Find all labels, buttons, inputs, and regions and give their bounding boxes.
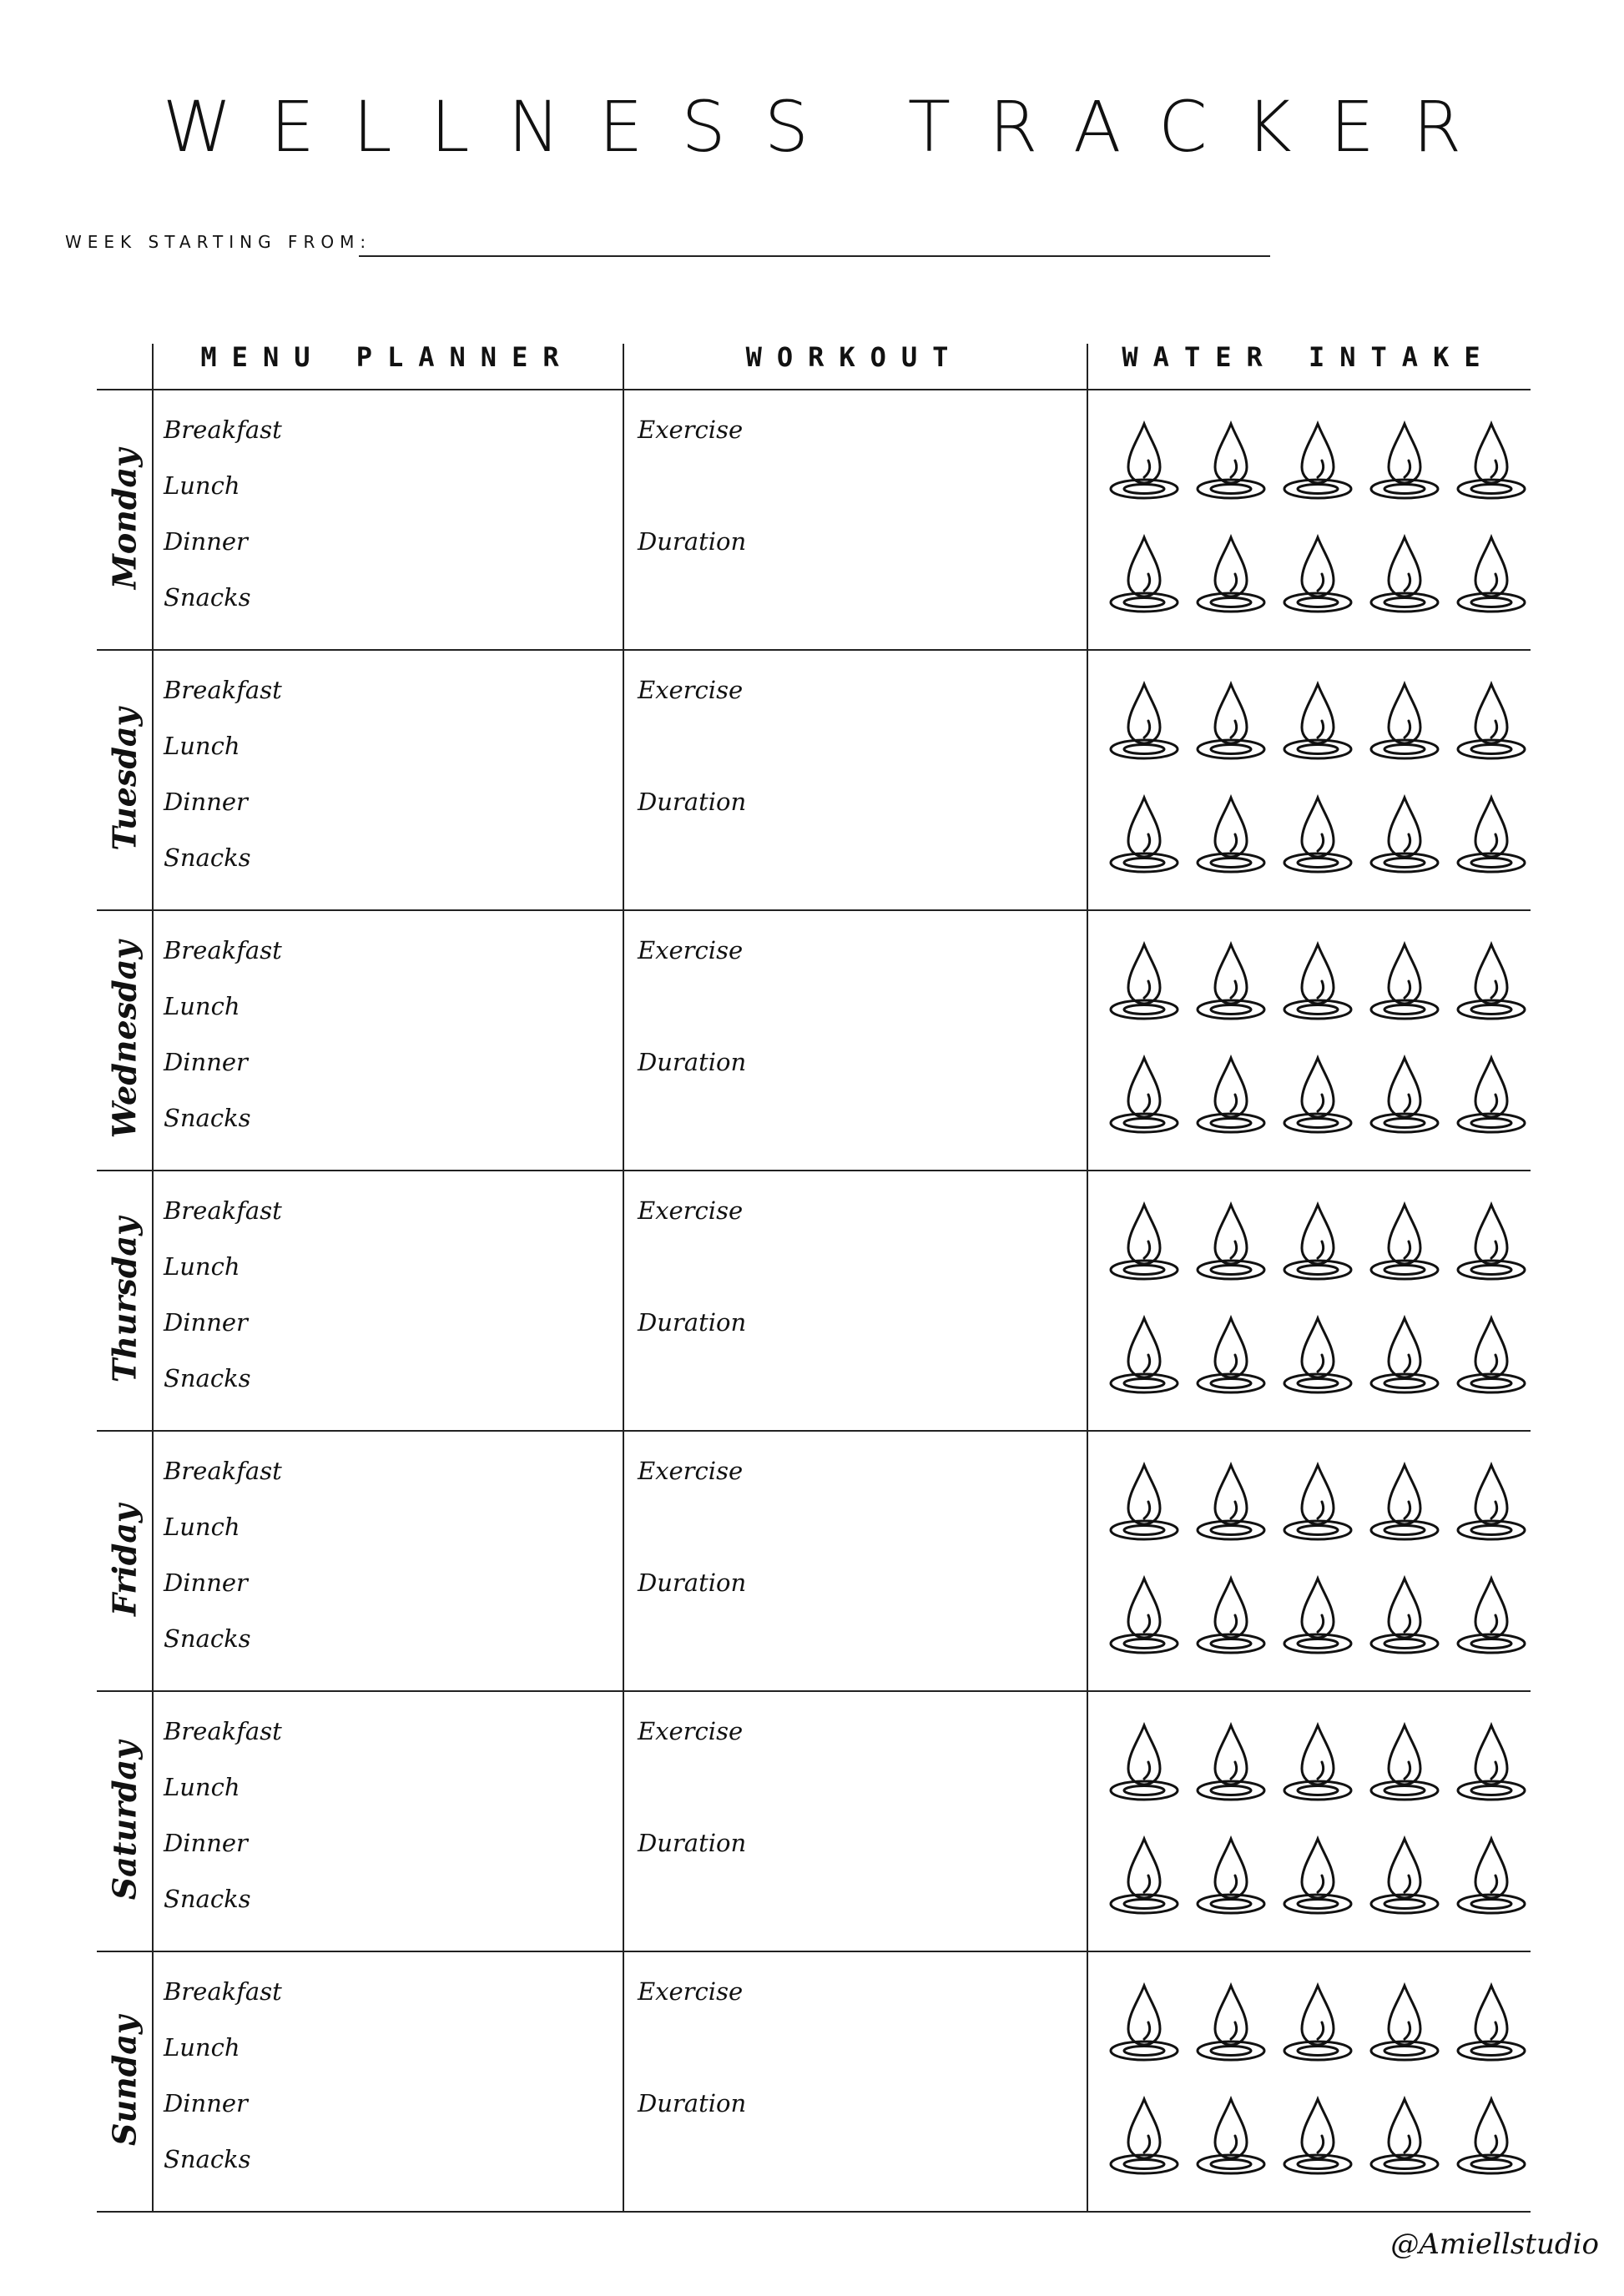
water-drop-icon[interactable] [1452, 1834, 1531, 1922]
water-drop-icon[interactable] [1192, 1834, 1270, 1922]
meal-label-dinner[interactable]: Dinner [164, 1308, 248, 1337]
water-drop-icon[interactable] [1365, 1313, 1444, 1402]
water-intake-drops [1105, 1460, 1531, 1669]
workout-exercise-label[interactable]: Exercise [638, 1717, 744, 1745]
day-row-thursday [97, 1170, 1531, 1430]
water-drop-icon[interactable] [1105, 939, 1183, 1028]
water-drop-icon[interactable] [1365, 1834, 1444, 1922]
water-drop-icon[interactable] [1192, 1720, 1270, 1809]
water-drop-icon[interactable] [1279, 532, 1357, 621]
water-drop-icon[interactable] [1279, 1981, 1357, 2069]
day-row-saturday [97, 1690, 1531, 1951]
water-drop-icon[interactable] [1452, 1460, 1531, 1548]
meal-label-dinner[interactable]: Dinner [164, 1829, 248, 1857]
water-drop-icon[interactable] [1365, 419, 1444, 507]
water-drop-icon[interactable] [1105, 419, 1183, 507]
water-drop-icon[interactable] [1279, 679, 1357, 768]
workout-exercise-label[interactable]: Exercise [638, 1196, 744, 1225]
meal-label-breakfast[interactable]: Breakfast [164, 1977, 282, 2006]
water-drop-icon[interactable] [1279, 939, 1357, 1028]
column-header-menu-planner: MENU PLANNER [200, 341, 574, 373]
day-label: Thursday [105, 1216, 144, 1383]
row-divider [97, 2211, 1531, 2213]
workout-duration-label[interactable]: Duration [638, 1568, 747, 1597]
workout-duration-label[interactable]: Duration [638, 1829, 747, 1857]
water-drop-icon[interactable] [1279, 1053, 1357, 1141]
water-drop-icon[interactable] [1452, 793, 1531, 881]
day-label-container [97, 909, 152, 1170]
meal-label-lunch[interactable]: Lunch [164, 1252, 240, 1281]
meal-label-lunch[interactable]: Lunch [164, 992, 240, 1020]
water-drop-icon[interactable] [1365, 532, 1444, 621]
water-drop-icon[interactable] [1192, 419, 1270, 507]
workout-duration-label[interactable]: Duration [638, 1048, 747, 1076]
water-drop-icon[interactable] [1452, 1981, 1531, 2069]
meal-label-dinner[interactable]: Dinner [164, 1048, 248, 1076]
meal-label-snacks[interactable]: Snacks [164, 583, 251, 612]
water-drop-icon[interactable] [1452, 1053, 1531, 1141]
day-label: Wednesday [105, 940, 144, 1139]
water-drop-icon[interactable] [1452, 1573, 1531, 1662]
water-drop-icon[interactable] [1192, 939, 1270, 1028]
water-drop-icon[interactable] [1279, 1573, 1357, 1662]
water-drop-icon[interactable] [1365, 2094, 1444, 2183]
day-label: Saturday [105, 1740, 144, 1901]
meal-label-breakfast[interactable]: Breakfast [164, 676, 282, 704]
water-drop-icon[interactable] [1452, 1720, 1531, 1809]
meal-label-snacks[interactable]: Snacks [164, 2145, 251, 2173]
water-drop-icon[interactable] [1365, 1053, 1444, 1141]
water-intake-drops [1105, 939, 1531, 1148]
water-drop-icon[interactable] [1452, 939, 1531, 1028]
water-drop-icon[interactable] [1192, 2094, 1270, 2183]
water-drop-icon[interactable] [1365, 1573, 1444, 1662]
day-label-container [97, 389, 152, 649]
column-header-workout: WORKOUT [745, 341, 964, 373]
water-drop-icon[interactable] [1192, 1573, 1270, 1662]
workout-duration-label[interactable]: Duration [638, 788, 747, 816]
water-intake-drops [1105, 419, 1531, 627]
water-drop-icon[interactable] [1105, 1834, 1183, 1922]
water-drop-icon[interactable] [1279, 1200, 1357, 1288]
workout-exercise-label[interactable]: Exercise [638, 1457, 744, 1485]
meal-label-breakfast[interactable]: Breakfast [164, 1457, 282, 1485]
water-intake-drops [1105, 1200, 1531, 1408]
water-drop-icon[interactable] [1365, 679, 1444, 768]
water-drop-icon[interactable] [1105, 2094, 1183, 2183]
water-drop-icon[interactable] [1365, 1460, 1444, 1548]
water-drop-icon[interactable] [1279, 419, 1357, 507]
water-drop-icon[interactable] [1105, 1053, 1183, 1141]
water-drop-icon[interactable] [1192, 1460, 1270, 1548]
day-label: Sunday [105, 2016, 144, 2146]
water-drop-icon[interactable] [1105, 679, 1183, 768]
meal-label-breakfast[interactable]: Breakfast [164, 936, 282, 964]
water-drop-icon[interactable] [1365, 1200, 1444, 1288]
page-title: WELLNESS TRACKER [162, 86, 1500, 168]
water-drop-icon[interactable] [1192, 793, 1270, 881]
water-drop-icon[interactable] [1105, 1720, 1183, 1809]
meal-label-lunch[interactable]: Lunch [164, 1513, 240, 1541]
water-drop-icon[interactable] [1365, 793, 1444, 881]
day-label-container [97, 649, 152, 909]
workout-exercise-label[interactable]: Exercise [638, 676, 744, 704]
water-drop-icon[interactable] [1192, 1981, 1270, 2069]
water-drop-icon[interactable] [1452, 1313, 1531, 1402]
water-drop-icon[interactable] [1452, 2094, 1531, 2183]
workout-duration-label[interactable]: Duration [638, 527, 747, 556]
day-row-tuesday [97, 649, 1531, 909]
water-drop-icon[interactable] [1105, 1313, 1183, 1402]
water-drop-icon[interactable] [1452, 419, 1531, 507]
water-drop-icon[interactable] [1365, 1981, 1444, 2069]
water-drop-icon[interactable] [1365, 939, 1444, 1028]
water-drop-icon[interactable] [1279, 2094, 1357, 2183]
water-intake-drops [1105, 679, 1531, 888]
meal-label-breakfast[interactable]: Breakfast [164, 1196, 282, 1225]
day-label-container [97, 1430, 152, 1690]
week-starting-label: WEEK STARTING FROM: [65, 232, 372, 252]
water-drop-icon[interactable] [1192, 532, 1270, 621]
day-label: Friday [105, 1503, 144, 1617]
meal-label-snacks[interactable]: Snacks [164, 1104, 251, 1132]
meal-label-snacks[interactable]: Snacks [164, 843, 251, 872]
water-drop-icon[interactable] [1452, 679, 1531, 768]
meal-label-snacks[interactable]: Snacks [164, 1885, 251, 1913]
day-label-container [97, 1690, 152, 1951]
meal-label-dinner[interactable]: Dinner [164, 2089, 248, 2117]
water-drop-icon[interactable] [1279, 1313, 1357, 1402]
meal-label-lunch[interactable]: Lunch [164, 732, 240, 760]
meal-label-lunch[interactable]: Lunch [164, 471, 240, 500]
day-label-container [97, 1951, 152, 2211]
day-label: Tuesday [105, 707, 144, 851]
water-drop-icon[interactable] [1105, 1573, 1183, 1662]
workout-duration-label[interactable]: Duration [638, 2089, 747, 2117]
water-drop-icon[interactable] [1105, 1460, 1183, 1548]
workout-exercise-label[interactable]: Exercise [638, 415, 744, 444]
day-label: Monday [105, 448, 144, 590]
meal-label-breakfast[interactable]: Breakfast [164, 415, 282, 444]
water-drop-icon[interactable] [1279, 1720, 1357, 1809]
meal-label-lunch[interactable]: Lunch [164, 1773, 240, 1801]
day-row-wednesday [97, 909, 1531, 1170]
workout-duration-label[interactable]: Duration [638, 1308, 747, 1337]
water-drop-icon[interactable] [1105, 1981, 1183, 2069]
water-drop-icon[interactable] [1279, 1460, 1357, 1548]
water-drop-icon[interactable] [1279, 793, 1357, 881]
meal-label-dinner[interactable]: Dinner [164, 1568, 248, 1597]
day-row-friday [97, 1430, 1531, 1690]
meal-label-snacks[interactable]: Snacks [164, 1624, 251, 1653]
water-drop-icon[interactable] [1105, 532, 1183, 621]
day-label-container [97, 1170, 152, 1430]
water-drop-icon[interactable] [1279, 1834, 1357, 1922]
meal-label-dinner[interactable]: Dinner [164, 527, 248, 556]
week-starting-input-line[interactable] [359, 255, 1270, 257]
water-drop-icon[interactable] [1365, 1720, 1444, 1809]
day-row-sunday [97, 1951, 1531, 2211]
water-drop-icon[interactable] [1192, 679, 1270, 768]
water-drop-icon[interactable] [1452, 532, 1531, 621]
water-drop-icon[interactable] [1105, 1200, 1183, 1288]
meal-label-breakfast[interactable]: Breakfast [164, 1717, 282, 1745]
water-drop-icon[interactable] [1105, 793, 1183, 881]
day-row-monday [97, 389, 1531, 649]
water-drop-icon[interactable] [1192, 1200, 1270, 1288]
studio-credit: @Amiellstudio [1390, 2228, 1599, 2261]
water-drop-icon[interactable] [1192, 1313, 1270, 1402]
water-intake-drops [1105, 1720, 1531, 1929]
meal-label-snacks[interactable]: Snacks [164, 1364, 251, 1392]
meal-label-lunch[interactable]: Lunch [164, 2033, 240, 2062]
water-drop-icon[interactable] [1452, 1200, 1531, 1288]
column-header-water-intake: WATER INTAKE [1122, 341, 1495, 373]
water-intake-drops [1105, 1981, 1531, 2189]
water-drop-icon[interactable] [1192, 1053, 1270, 1141]
workout-exercise-label[interactable]: Exercise [638, 1977, 744, 2006]
workout-exercise-label[interactable]: Exercise [638, 936, 744, 964]
meal-label-dinner[interactable]: Dinner [164, 788, 248, 816]
